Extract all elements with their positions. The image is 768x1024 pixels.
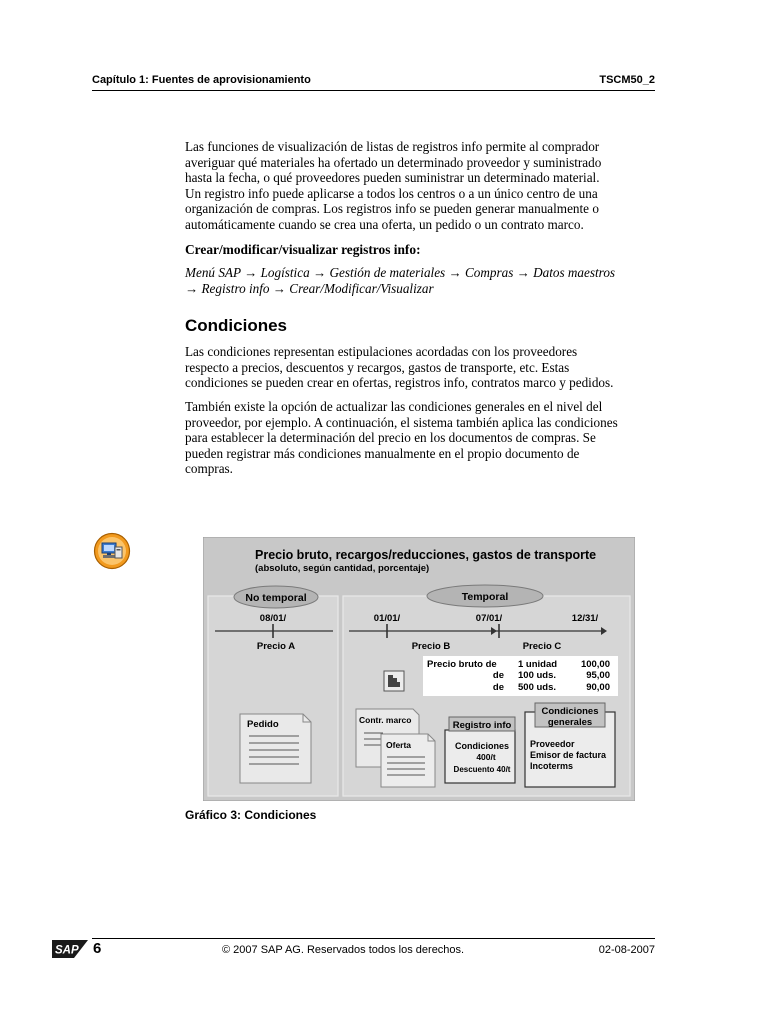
condiciones-generales-box xyxy=(525,703,615,787)
paragraph-line: También existe la opción de actualizar las condiciones generales en el nivel del xyxy=(185,399,603,414)
scale-label: Precio bruto de xyxy=(427,659,497,670)
menu-path-line: → Registro info → Crear/Modificar/Visualizar xyxy=(185,281,434,296)
scale-value: 95,00 xyxy=(586,670,610,681)
subheading: Crear/modificar/visualizar registros info: xyxy=(185,242,421,257)
header-rule xyxy=(92,90,655,91)
generales-line: Incoterms xyxy=(530,761,574,771)
date-label: 08/01/ xyxy=(259,613,287,624)
paragraph-line: Las condiciones representan estipulaciones acordadas con los proveedores xyxy=(185,344,578,359)
registro-line: Condiciones xyxy=(454,741,510,751)
sap-logo xyxy=(52,940,88,958)
no-temporal-label: No temporal xyxy=(245,592,307,604)
page-number: 6 xyxy=(93,940,102,957)
intro-line: hasta la fecha, o qué proveedores pueden suministrar un determinado material. xyxy=(185,170,600,186)
sap-logo-text: SAP xyxy=(55,944,79,957)
scale-quantity: 100 uds. xyxy=(518,670,557,681)
menu-path xyxy=(185,265,660,297)
price-b-label: Precio B xyxy=(411,641,451,652)
intro-paragraph xyxy=(185,139,660,233)
scale-label: de xyxy=(492,670,504,681)
registro-info-title: Registro info xyxy=(452,720,512,731)
generales-line: Proveedor xyxy=(530,739,575,749)
figure-caption: Gráfico 3: Condiciones xyxy=(185,808,317,822)
paragraph-line: respecto a precios, descuentos y recargos, gastos de transporte, etc. Estas xyxy=(185,359,570,375)
oferta-label: Oferta xyxy=(386,740,412,750)
copyright: © 2007 SAP AG. Reservados todos los derechos. xyxy=(222,944,465,956)
menu-path-line: Menú SAP → Logística → Gestión de materiales → Compras → Datos maestros xyxy=(185,265,616,280)
paragraph-line: para establecer la determinación del precio en los documentos de compras. Se xyxy=(185,430,596,446)
scale-value: 100,00 xyxy=(580,659,610,670)
footer-date: 02-08-2007 xyxy=(598,944,655,956)
contrato-marco-label: Contr. marco xyxy=(359,715,412,725)
generales-title-line: generales xyxy=(547,717,593,728)
price-c-label: Precio C xyxy=(522,641,562,652)
paragraph-line: proveedor, por ejemplo. A continuación, el sistema también aplica las condiciones xyxy=(185,414,618,430)
date-label: 01/01/ xyxy=(373,613,401,624)
scale-label: de xyxy=(492,682,504,693)
intro-line: Las funciones de visualización de listas de registros info permite al comprador xyxy=(185,139,600,154)
generales-line: Emisor de factura xyxy=(530,750,607,760)
intro-line: organización de compras. Los registros info se pueden generar manualmente o xyxy=(185,201,599,217)
oferta-document xyxy=(381,734,435,787)
figure-title: Precio bruto, recargos/reducciones, gastos de transporte xyxy=(255,548,597,562)
generales-title-line: Condiciones xyxy=(541,706,599,717)
conditions-paragraph-2 xyxy=(185,399,660,477)
date-label: 12/31/ xyxy=(571,613,599,624)
demo-computer-icon xyxy=(93,532,131,570)
temporal-label: Temporal xyxy=(461,591,509,603)
scale-quantity: 500 uds. xyxy=(518,682,557,693)
intro-line: averiguar qué materiales ha ofertado un determinado proveedor y suministrado xyxy=(185,154,602,170)
course-code: TSCM50_2 xyxy=(599,74,655,86)
figure-subtitle: (absoluto, según cantidad, porcentaje) xyxy=(255,563,430,574)
registro-line: 400/t xyxy=(476,752,496,762)
pedido-document xyxy=(240,714,311,783)
intro-line: automáticamente cuando se crea una oferta, un pedido o un contrato marco. xyxy=(185,216,584,232)
registro-info-box xyxy=(445,717,515,783)
date-label: 07/01/ xyxy=(475,613,503,624)
page-header xyxy=(92,74,655,90)
registro-line: Descuento 40/t xyxy=(453,765,511,774)
intro-line: Un registro info puede aplicarse a todos los centros o a un único centro de una xyxy=(185,185,598,201)
conditions-diagram xyxy=(203,537,635,801)
footer-rule xyxy=(92,938,655,939)
paragraph-line: condiciones se pueden crear en ofertas, registros info, contratos marco y pedidos. xyxy=(185,375,614,391)
price-a-label: Precio A xyxy=(256,641,296,652)
conditions-paragraph-1 xyxy=(185,344,660,391)
pedido-label: Pedido xyxy=(247,719,279,730)
stairs-icon xyxy=(384,671,404,691)
scale-value: 90,00 xyxy=(586,682,610,693)
section-title: Condiciones xyxy=(185,316,288,335)
chapter-title: Capítulo 1: Fuentes de aprovisionamiento xyxy=(92,74,311,86)
paragraph-line: compras. xyxy=(185,461,233,477)
scale-quantity: 1 unidad xyxy=(518,659,558,670)
paragraph-line: pueden registrar más condiciones manualmente en el propio documento de xyxy=(185,445,580,461)
